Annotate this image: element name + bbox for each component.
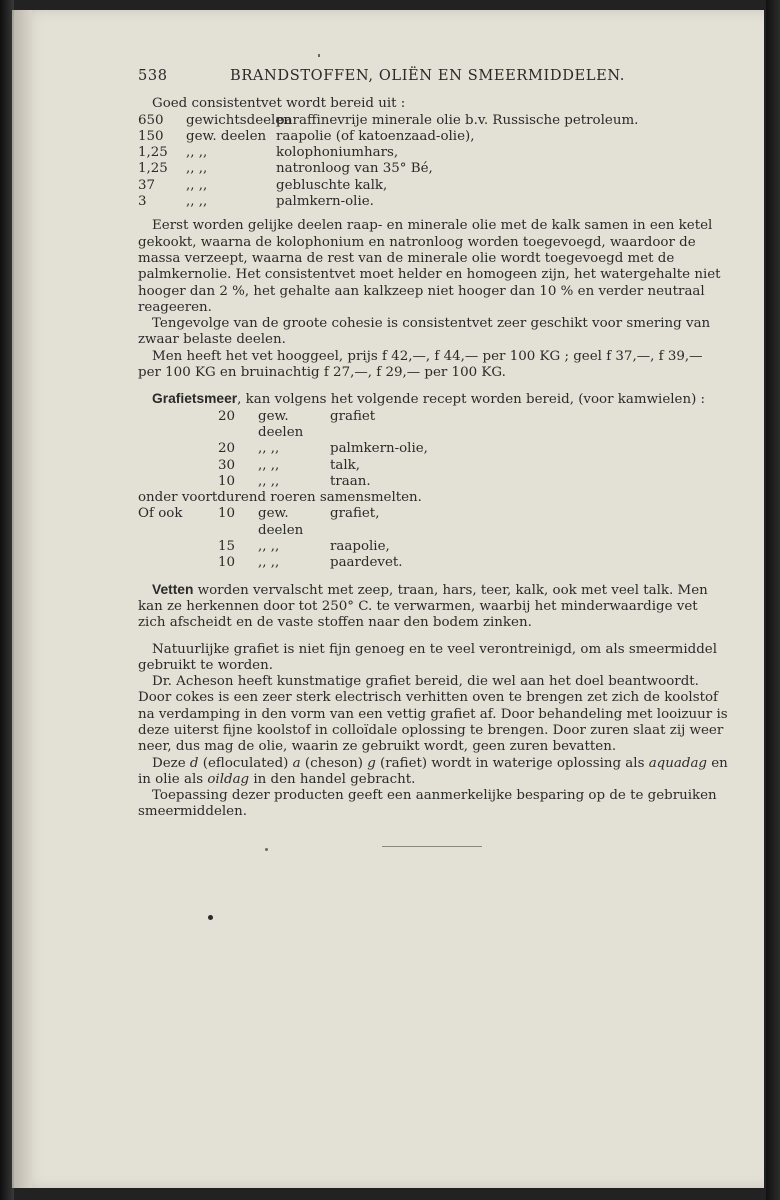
grafiet-recipe-1 [138, 409, 728, 490]
consistent-recipe [138, 113, 728, 211]
recipe-quantity: 10 [218, 555, 236, 571]
recipe-quantity: 1,25 [138, 145, 168, 161]
grafiet-recipe-2 [138, 506, 728, 571]
recipe-unit: ,, ,, [186, 161, 208, 177]
graphite-paragraph-2: Dr. Acheson heeft kunstmatige grafiet bereid, die wel aan het doel beantwoordt. Door cokes is een zeer sterk electrisch verhitten oven te brengen zet zich de koolstof na verdamping in den vorm van een vettig grafiet af. Door behandeling met looizuur is deze uiterst fijne koolstof in colloïdale oplossing te brengen. Door zuren slaat zij weer neer, dus mag de olie, waarin ze gebruikt wordt, geen zuren bevatten. [138, 674, 728, 755]
recipe-row [138, 441, 728, 457]
vetten-paragraph [138, 582, 728, 632]
recipe-unit: ,, ,, [258, 441, 280, 457]
consistent-paragraph-3: Men heeft het vet hooggeel, prijs f 42,—, f 44,— per 100 KG ; geel f 37,—, f 39,— per 100 KG en bruinachtig f 27,—, f 29,— per 100 KG. [138, 348, 703, 381]
recipe-quantity: 1,25 [138, 161, 168, 177]
vetten-text: worden vervalscht met zeep, traan, hars, teer, kalk, ook met veel talk. Men kan ze herkennen door tot 250° C. te verwarmen, waarbij het minderwaardige vet zich afscheidt en de vaste stoffen naar den bodem zinken. [138, 582, 708, 631]
recipe-ingredient: paraffinevrije minerale olie b.v. Russische petroleum. [276, 112, 639, 128]
recipe-unit: ,, ,, [258, 473, 280, 489]
recipe-ingredient: gebluschte kalk, [276, 177, 388, 193]
recipe-lead [138, 458, 218, 474]
recipe-unit: ,, ,, [186, 194, 208, 210]
recipe-ingredient: palmkern-olie. [276, 194, 374, 210]
recipe-row [138, 129, 728, 145]
recipe-row [138, 409, 728, 442]
recipe-quantity: 30 [218, 457, 236, 473]
recipe-ingredient: talk, [330, 457, 361, 473]
recipe-ingredient: traan. [330, 473, 371, 489]
speck-mark [318, 54, 320, 57]
recipe-quantity: 150 [138, 128, 164, 144]
graphite-paragraph-1: Natuurlijke grafiet is niet fijn genoeg en te veel verontreinigd, om als smeermiddel gebruikt te worden. [138, 641, 717, 673]
recipe-lead [138, 539, 218, 555]
recipe-unit: gew. deelen [258, 408, 304, 440]
graphite-paragraph-3: Deze d (efloculated) a (cheson) g (rafiet) wordt in waterige oplossing als aquadag en in olie als oildag in den handel gebracht. [138, 755, 728, 787]
recipe-ingredient: palmkern-olie, [330, 441, 428, 457]
recipe-row [138, 194, 728, 210]
recipe-unit: ,, ,, [186, 145, 208, 161]
consistent-intro: Goed consistentvet wordt bereid uit : [152, 96, 406, 112]
recipe-quantity: 10 [218, 506, 236, 522]
grafiet-intro: , kan volgens het volgende recept worden bereid, (voor kamwielen) : [237, 392, 706, 408]
recipe-row [138, 555, 728, 571]
recipe-row [138, 178, 728, 194]
recipe-unit: gew. deelen [186, 128, 267, 144]
recipe-lead [138, 555, 218, 571]
speck-mark [265, 848, 268, 851]
recipe-lead [138, 409, 218, 442]
recipe-ingredient: paardevet. [330, 555, 403, 571]
recipe-ingredient: kolophoniumhars, [276, 145, 399, 161]
consistent-paragraph-2: Tengevolge van de groote cohesie is consistentvet zeer geschikt voor smering van zwaar belaste deelen. [138, 316, 711, 348]
recipe-ingredient: raapolie (of katoenzaad-olie), [276, 128, 475, 144]
recipe-quantity: 3 [138, 194, 147, 210]
recipe-unit: ,, ,, [258, 539, 280, 555]
recipe-row [138, 474, 728, 490]
graphite-paragraph-4: Toepassing dezer producten geeft een aanmerkelijke besparing op de te gebruiken smeermiddelen. [138, 788, 717, 820]
recipe-ingredient: grafiet [330, 408, 376, 424]
recipe-quantity: 20 [218, 408, 236, 424]
vetten-heading: Vetten [152, 581, 194, 597]
recipe-row [138, 161, 728, 177]
page-text [138, 68, 728, 821]
recipe-lead [138, 441, 218, 457]
recipe-lead: Of ook [138, 506, 183, 522]
page-gutter [14, 10, 32, 1188]
recipe-unit: gew. deelen [258, 506, 304, 538]
recipe-unit: gewichtsdeelen [186, 112, 292, 128]
recipe-unit: ,, ,, [258, 457, 280, 473]
recipe-quantity: 650 [138, 112, 164, 128]
grafiet-heading: Grafietsmeer [152, 391, 238, 407]
recipe-ingredient: raapolie, [330, 539, 390, 555]
recipe-quantity: 15 [218, 539, 236, 555]
running-header [138, 68, 728, 84]
recipe-unit: ,, ,, [258, 555, 280, 571]
ink-dot [208, 915, 213, 920]
page-number: 538 [138, 67, 168, 84]
recipe-row [138, 458, 728, 474]
book-edge-right [766, 0, 780, 1200]
recipe-unit: ,, ,, [186, 177, 208, 193]
recipe-ingredient: grafiet, [330, 506, 380, 522]
grafiet-paragraph [138, 391, 728, 408]
recipe-row [138, 113, 728, 129]
recipe-row [138, 506, 728, 539]
recipe-quantity: 20 [218, 441, 236, 457]
grafiet-between: onder voortdurend roeren samensmelten. [138, 490, 422, 506]
recipe-quantity: 10 [218, 473, 236, 489]
recipe-row [138, 145, 728, 161]
running-title: BRANDSTOFFEN, OLIËN EN SMEERMIDDELEN. [230, 67, 625, 84]
recipe-row [138, 539, 728, 555]
consistent-paragraph-1: Eerst worden gelijke deelen raap- en minerale olie met de kalk samen in een ketel gekookt, waarna de kolophonium en natronloog worden toegevoegd, waardoor de massa verzeept, waarna de rest van de minerale olie wordt toegevoegd met de palmkernolie. Het consistentvet moet helder en homogeen zijn, het watergehalte niet hooger dan 2 %, het gehalte aan kalkzeep niet hooger dan 10 % en verder neutraal reageeren. [138, 218, 721, 315]
recipe-quantity: 37 [138, 177, 156, 193]
recipe-ingredient: natronloog van 35° Bé, [276, 161, 433, 177]
recipe-lead [138, 474, 218, 490]
section-rule [382, 846, 482, 847]
